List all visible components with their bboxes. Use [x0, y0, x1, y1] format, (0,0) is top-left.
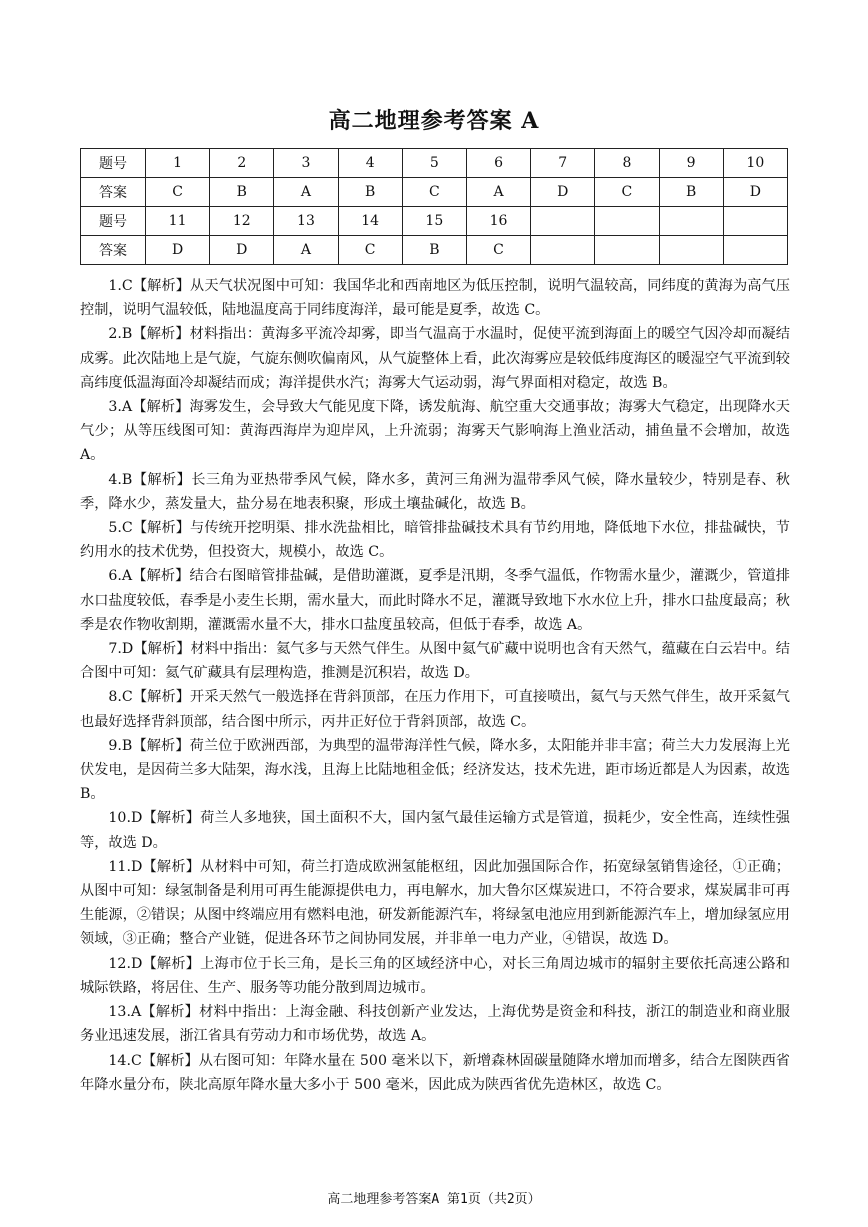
- table-cell: [723, 236, 787, 265]
- table-cell: 7: [531, 149, 595, 178]
- table-cell: 1: [146, 149, 210, 178]
- table-cell: [659, 236, 723, 265]
- table-cell: 13: [274, 207, 338, 236]
- table-cell: 15: [402, 207, 466, 236]
- table-cell: 5: [402, 149, 466, 178]
- table-cell: C: [595, 178, 659, 207]
- table-row: [81, 178, 788, 207]
- table-row: [81, 236, 788, 265]
- table-cell: 3: [274, 149, 338, 178]
- table-cell: 4: [338, 149, 402, 178]
- table-cell: [723, 207, 787, 236]
- explanation-paragraph: 1.C【解析】从天气状况图中可知：我国华北和西南地区为低压控制，说明气温较高，同纬度的黄海为高气压控制，说明气温较低，陆地温度高于同纬度海洋，最可能是夏季，故选 C。: [80, 278, 790, 319]
- explanation-paragraph: 3.A【解析】海雾发生，会导致大气能见度下降，诱发航海、航空重大交通事故；海雾大气稳定，出现降水天气少；从等压线图可知：黄海西海岸为迎岸风，上升流弱；海雾天气影响海上渔业活动，捕鱼量不会增加，故选 A。: [80, 399, 790, 464]
- table-cell: 10: [723, 149, 787, 178]
- table-cell: [595, 236, 659, 265]
- explanation-paragraph: 9.B【解析】荷兰位于欧洲西部，为典型的温带海洋性气候，降水多，太阳能并非丰富；荷兰大力发展海上光伏发电，是因荷兰多大陆架，海水浅，且海上比陆地租金低；经济发达，技术先进，距市场近都是人为因素，故选 B。: [80, 737, 790, 803]
- table-cell: D: [146, 236, 210, 265]
- table-cell: [659, 207, 723, 236]
- table-cell: C: [338, 236, 402, 265]
- table-row-header: 答案: [81, 236, 146, 265]
- table-cell: 16: [466, 207, 530, 236]
- explanation-paragraph: 13.A【解析】材料中指出：上海金融、科技创新产业发达，上海优势是资金和科技，浙江的制造业和商业服务业迅速发展，浙江省具有劳动力和市场优势，故选 A。: [80, 1004, 790, 1045]
- explanation-paragraph: 4.B【解析】长三角为亚热带季风气候，降水多，黄河三角洲为温带季风气候，降水量较少，特别是春、秋季，降水少，蒸发量大，盐分易在地表积聚，形成土壤盐碱化，故选 B。: [80, 471, 790, 512]
- explanations-section: [80, 274, 790, 1097]
- table-cell: B: [210, 178, 274, 207]
- explanation-paragraph: 8.C【解析】开采天然气一般选择在背斜顶部，在压力作用下，可直接喷出，氦气与天然气伴生，故开采氦气也最好选择背斜顶部，结合图中所示，丙井正好位于背斜顶部，故选 C。: [80, 689, 790, 730]
- table-cell: 9: [659, 149, 723, 178]
- page-footer: 高二地理参考答案A 第1页（共2页）: [327, 1192, 541, 1207]
- table-cell: B: [659, 178, 723, 207]
- table-cell: A: [466, 178, 530, 207]
- table-cell: [531, 236, 595, 265]
- table-row-header: 题号: [81, 207, 146, 236]
- table-row: [81, 149, 788, 178]
- table-cell: C: [466, 236, 530, 265]
- table-row-header: 答案: [81, 178, 146, 207]
- answer-table-body: [81, 149, 788, 265]
- table-cell: 11: [146, 207, 210, 236]
- explanation-paragraph: 6.A【解析】结合右图暗管排盐碱，是借助灌溉，夏季是汛期，冬季气温低，作物需水量少，灌溉少，管道排水口盐度较低，春季是小麦生长期，需水量大，而此时降水不足，灌溉导致地下水水位上升，排水口盐度最高；秋季是农作物收割期，灌溉需水量不大，排水口盐度虽较高，但低于春季，故选 A。: [80, 568, 790, 633]
- table-cell: 14: [338, 207, 402, 236]
- table-cell: C: [402, 178, 466, 207]
- explanation-paragraph: 12.D【解析】上海市位于长三角，是长三角的区域经济中心，对长三角周边城市的辐射主要依托高速公路和城际铁路，将居住、生产、服务等功能分散到周边城市。: [80, 955, 790, 996]
- explanation-paragraph: 5.C【解析】与传统开挖明渠、排水洗盐相比，暗管排盐碱技术具有节约用地，降低地下水位，排盐碱快，节约用水的技术优势，但投资大，规模小，故选 C。: [80, 520, 790, 561]
- table-cell: 12: [210, 207, 274, 236]
- page-title: 高二地理参考答案 A: [328, 108, 540, 134]
- table-cell: D: [531, 178, 595, 207]
- table-cell: C: [146, 178, 210, 207]
- explanation-paragraph: 10.D【解析】荷兰人多地狭，国土面积不大，国内氢气最佳运输方式是管道，损耗少，安全性高，连续性强等，故选 D。: [80, 810, 790, 851]
- table-cell: 2: [210, 149, 274, 178]
- table-cell: [595, 207, 659, 236]
- explanation-paragraph: 11.D【解析】从材料中可知，荷兰打造成欧洲氢能枢纽，因此加强国际合作，拓宽绿氢销售途径，①正确；从图中可知：绿氢制备是利用可再生能源提供电力，再电解水，加大鲁尔区煤炭进口，不符合要求，煤炭属非可再生能源，②错误；从图中终端应用有燃料电池，研发新能源汽车，将绿氢电池应用到新能源汽车上，增加绿氢应用领域，③正确；整合产业链，促进各环节之间协同发展，并非单一电力产业，④错误，故选 D。: [80, 858, 790, 948]
- table-cell: B: [402, 236, 466, 265]
- table-cell: B: [338, 178, 402, 207]
- explanation-paragraph: 7.D【解析】材料中指出：氦气多与天然气伴生。从图中氦气矿藏中说明也含有天然气，蕴藏在白云岩中。结合图中可知：氦气矿藏具有层理构造，推测是沉积岩，故选 D。: [80, 641, 790, 682]
- explanation-paragraph: 14.C【解析】从右图可知：年降水量在 500 毫米以下，新增森林固碳量随降水增加而增多，结合左图陕西省年降水量分布，陕北高原年降水量大多小于 500 毫米，因此成为陕西省优先造林区，故选 C。: [80, 1052, 790, 1093]
- table-row-header: 题号: [81, 149, 146, 178]
- table-cell: 6: [466, 149, 530, 178]
- table-row: [81, 207, 788, 236]
- table-cell: D: [723, 178, 787, 207]
- table-cell: D: [210, 236, 274, 265]
- answer-table: [80, 148, 788, 265]
- explanation-paragraph: 2.B【解析】材料指出：黄海多平流冷却雾，即当气温高于水温时，促使平流到海面上的暖空气因冷却而凝结成雾。此次陆地上是气旋，气旋东侧吹偏南风，从气旋整体上看，此次海雾应是较低纬度海区的暖湿空气平流到较高纬度低温海面冷却凝结而成；海洋提供水汽；海雾大气运动弱，海气界面相对稳定，故选 B。: [80, 326, 790, 391]
- table-cell: A: [274, 236, 338, 265]
- table-cell: A: [274, 178, 338, 207]
- table-cell: [531, 207, 595, 236]
- table-cell: 8: [595, 149, 659, 178]
